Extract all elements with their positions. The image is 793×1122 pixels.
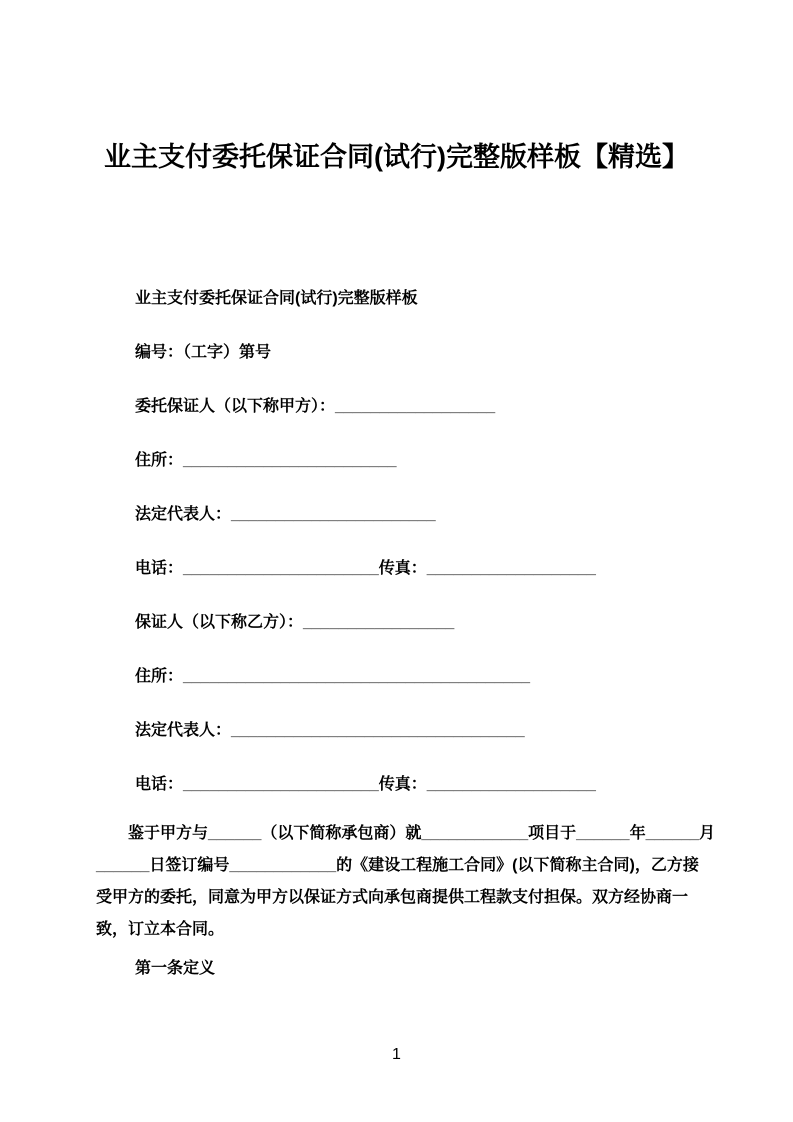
- recital-line-4: 致，订立本合同。: [96, 921, 225, 938]
- recital-line-2: ______日签订编号____________的《建设工程施工合同》(以下简称主合同)，乙方接: [96, 857, 699, 874]
- field-guarantor-party-b: 保证人（以下称乙方）：_________________: [135, 614, 455, 631]
- field-legal-representative-party-b: 法定代表人：_________________________________: [135, 722, 525, 739]
- field-phone-fax-party-a: 电话：______________________传真：___________________: [135, 560, 596, 577]
- page-number: 1: [392, 1046, 401, 1063]
- field-entrusting-guarantor-party-a: 委托保证人（以下称甲方）：__________________: [135, 398, 496, 415]
- doc-subtitle: 业主支付委托保证合同(试行)完整版样板: [135, 290, 418, 307]
- section-heading-article-1-definitions: 第一条定义: [135, 960, 216, 977]
- doc-title: 业主支付委托保证合同(试行)完整版样板【精选】: [104, 142, 689, 172]
- recital-line-3: 受甲方的委托，同意为甲方以保证方式向承包商提供工程款支付担保。双方经协商一: [96, 889, 689, 906]
- recital-line-1: 鉴于甲方与______（以下简称承包商）就____________项目于______年______月: [128, 825, 715, 842]
- field-legal-representative-party-a: 法定代表人：_______________________: [135, 506, 436, 523]
- field-address-party-a: 住所：________________________: [135, 452, 397, 469]
- recital-paragraph: [96, 818, 715, 946]
- doc-body: [96, 288, 715, 980]
- field-address-party-b: 住所：_______________________________________: [135, 668, 531, 685]
- field-phone-fax-party-b: 电话：______________________传真：___________________: [135, 776, 596, 793]
- contract-number-line: 编号：（工字）第号: [135, 344, 272, 361]
